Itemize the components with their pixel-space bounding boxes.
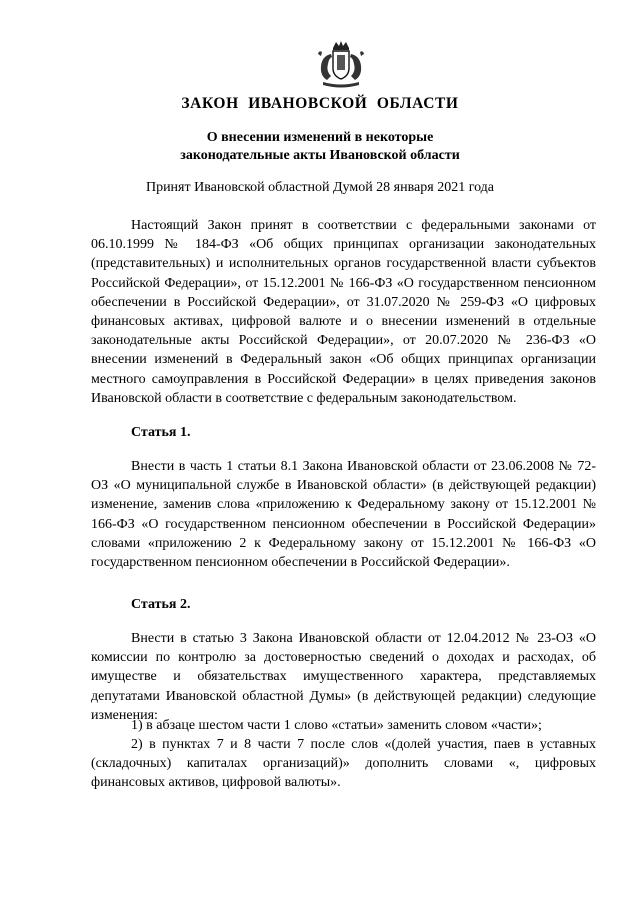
law-subtitle [0,129,640,165]
article-1-text: Внести в часть 1 статьи 8.1 Закона Ивановской области от 23.06.2008 № 72-ОЗ «О муниципальной службе в Ивановской области» (в действующей редакции) изменение, заменив слова «приложению к Федеральному закону от 15.12.2001 № 166-ФЗ «О государственном пенсионном обеспечении в Российской Федерации» словами «приложению 2 к Федеральному закону от 15.12.2001 № 166-ФЗ «О государственном пенсионном обеспечении в Российской Федерации». [91,459,596,571]
intro-paragraph: Настоящий Закон принят в соответствии с федеральными законами от 06.10.1999 № 184-ФЗ «Об общих принципах организации законодательных (представительных) и исполнительных органов государственной власти субъектов Российской Федерации», от 15.12.2001 № 166-ФЗ «О государственном пенсионном обеспечении в Российской Федерации», от 31.07.2020 № 259-ФЗ «О цифровых финансовых активах, цифровой валюте и о внесении изменений в отдельные законодательные акты Российской Федерации», от 20.07.2020 № 236-ФЗ «О внесении изменений в Федеральный закон «Об общих принципах организации местного самоуправления в Российской Федерации» в целях приведения законов Ивановской области в соответствие с федеральным законодательством. [91,218,596,406]
article-2-item-2: 2) в пунктах 7 и 8 части 7 после слов «(долей участия, паев в уставных (складочных) капиталах организаций)» дополнить словами «, цифровых финансовых активов, цифровой валюты». [91,737,596,791]
article-2-item-1: 1) в абзаце шестом части 1 слово «статьи» заменить словом «части»; [131,718,542,733]
article-1-heading: Статья 1. [131,425,191,440]
adoption-date-line: Принят Ивановской областной Думой 28 января 2021 года [145,180,495,195]
article-2-heading: Статья 2. [131,597,191,612]
law-title: ЗАКОН ИВАНОВСКОЙ ОБЛАСТИ [181,95,459,112]
subtitle-line-1: О внесении изменений в некоторые [206,130,434,145]
subtitle-line-2: законодательные акты Ивановской области [180,148,460,163]
ivanovo-coat-of-arms-icon [313,40,369,90]
article-2-text: Внести в статью 3 Закона Ивановской области от 12.04.2012 № 23-ОЗ «О комиссии по контролю за достоверностью сведений о доходах и расходах, об имуществе и обязательствах имущественного характера, представляемых депутатами Ивановской областной Думы» (в действующей редакции) следующие изменения: [91,631,596,723]
